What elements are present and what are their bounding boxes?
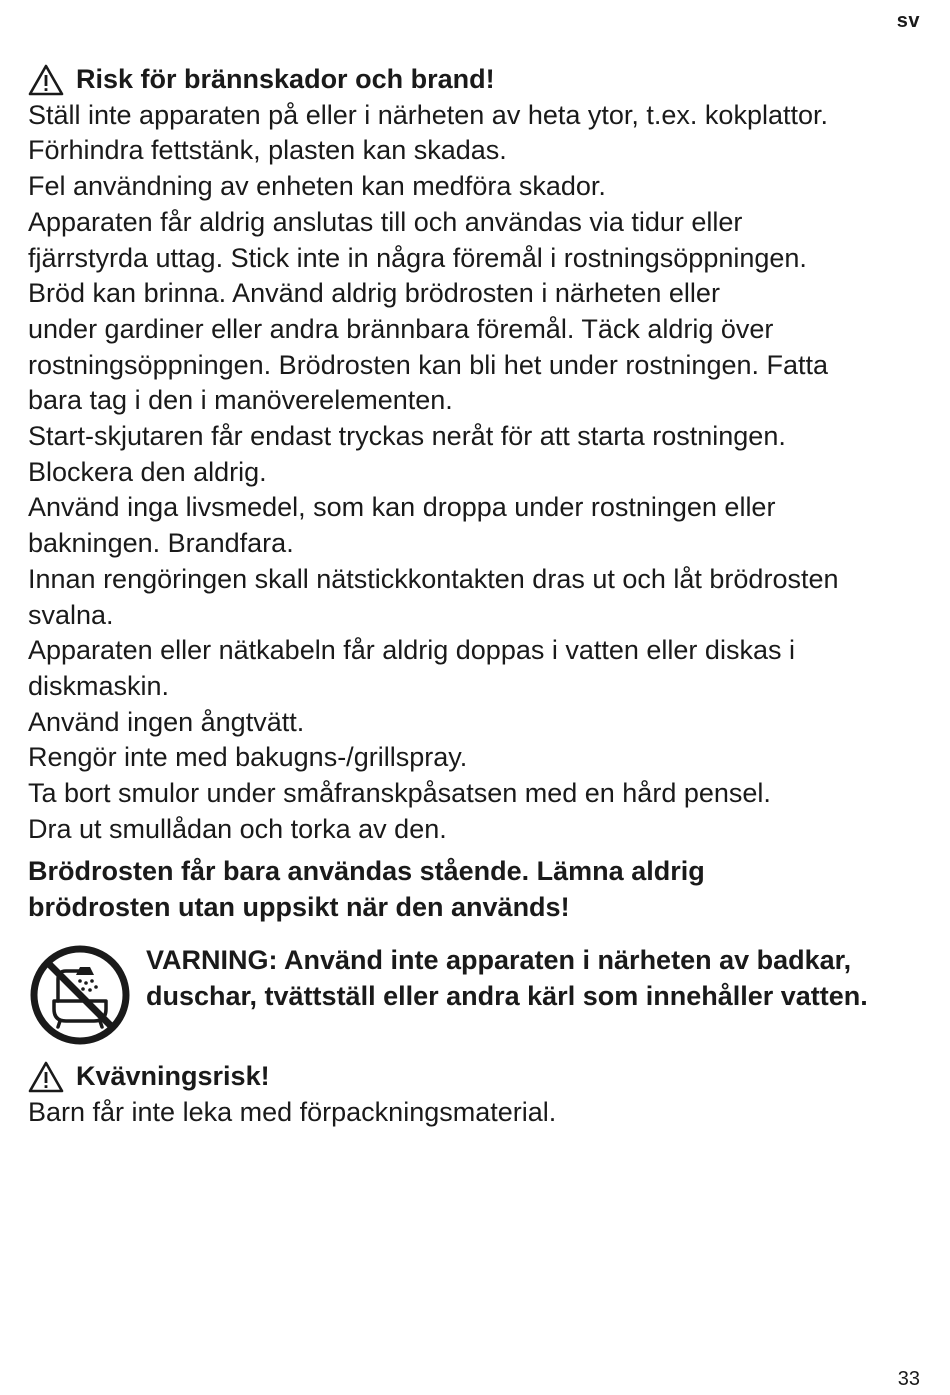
text-line: Rengör inte med bakugns-/grillspray. bbox=[28, 742, 468, 773]
text-line: bara tag i den i manöverelementen. bbox=[28, 385, 453, 416]
warning-text bbox=[146, 943, 868, 1014]
text-line: Apparaten får aldrig anslutas till och användas via tidur eller bbox=[28, 206, 743, 237]
text-line: Fel användning av enheten kan medföra skador. bbox=[28, 171, 606, 202]
text-line: Ta bort smulor under småfranskpåsatsen med en hård pensel. bbox=[28, 778, 771, 809]
note-line: Brödrosten får bara användas stående. Lämna aldrig bbox=[28, 856, 705, 887]
warning-line: VARNING: Använd inte apparaten i närheten av badkar, bbox=[146, 944, 852, 975]
text-line: Bröd kan brinna. Använd aldrig brödrosten i närheten eller bbox=[28, 278, 720, 309]
text-line: Innan rengöringen skall nätstickkontakten dras ut och låt brödrosten bbox=[28, 563, 839, 594]
section-title: Kvävningsrisk! bbox=[76, 1060, 270, 1091]
text-line: fjärrstyrda uttag. Stick inte in några föremål i rostningsöppningen. bbox=[28, 242, 807, 273]
upright-use-note bbox=[28, 854, 928, 925]
burn-fire-heading bbox=[28, 62, 928, 98]
text-line: rostningsöppningen. Brödrosten kan bli het under rostningen. Fatta bbox=[28, 349, 829, 380]
safety-content bbox=[28, 62, 928, 1130]
text-line: under gardiner eller andra brännbara föremål. Täck aldrig över bbox=[28, 313, 774, 344]
suffocation-heading bbox=[28, 1059, 928, 1095]
warning-triangle-icon bbox=[28, 1061, 64, 1093]
text-line: svalna. bbox=[28, 599, 114, 630]
no-bath-shower-icon bbox=[28, 943, 132, 1047]
text-line: bakningen. Brandfara. bbox=[28, 528, 294, 559]
note-line: brödrosten utan uppsikt när den används! bbox=[28, 892, 570, 923]
text-line: Blockera den aldrig. bbox=[28, 456, 267, 487]
suffocation-section bbox=[28, 1059, 928, 1130]
text-line: Använd ingen ångtvätt. bbox=[28, 706, 305, 737]
water-warning bbox=[28, 943, 928, 1047]
warning-line: duschar, tvättställ eller andra kärl som innehåller vatten. bbox=[146, 980, 868, 1011]
text-line: Ställ inte apparaten på eller i närheten av heta ytor, t.ex. kokplattor. bbox=[28, 99, 828, 130]
text-line: Förhindra fettstänk, plasten kan skadas. bbox=[28, 135, 507, 166]
warning-triangle-icon bbox=[28, 64, 64, 96]
burn-fire-text bbox=[28, 98, 928, 848]
page-number: 33 bbox=[897, 1368, 920, 1390]
section-title: Risk för brännskador och brand! bbox=[76, 64, 495, 94]
text-line: Dra ut smullådan och torka av den. bbox=[28, 813, 447, 844]
language-code: sv bbox=[896, 10, 920, 32]
text-line: diskmaskin. bbox=[28, 670, 170, 701]
text-line: Apparaten eller nätkabeln får aldrig doppas i vatten eller diskas i bbox=[28, 635, 795, 666]
text-line: Start-skjutaren får endast tryckas neråt för att starta rostningen. bbox=[28, 421, 786, 452]
text-line: Barn får inte leka med förpackningsmaterial. bbox=[28, 1096, 557, 1127]
text-line: Använd inga livsmedel, som kan droppa under rostningen eller bbox=[28, 492, 776, 523]
